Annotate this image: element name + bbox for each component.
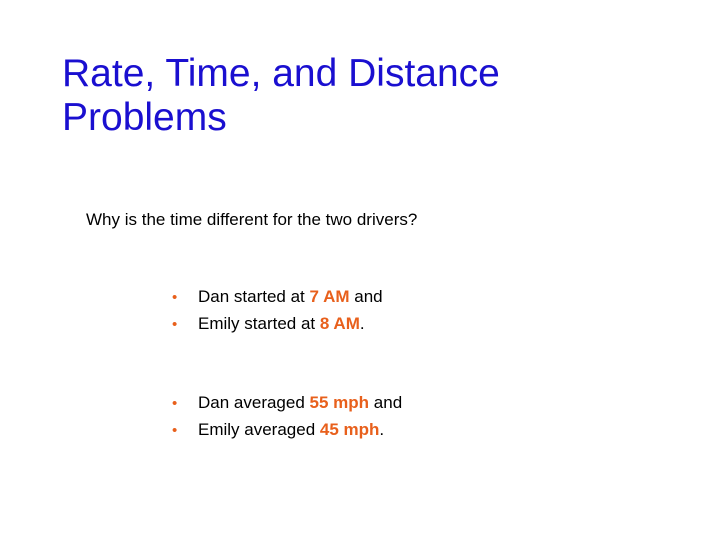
list-item-emily-start — [172, 311, 383, 338]
bullet-icon: • — [172, 289, 178, 306]
list-item-dan-start — [172, 284, 383, 311]
highlight-value: 8 AM — [319, 314, 360, 333]
item-text: Emily averaged — [198, 420, 320, 439]
question-text: Why is the time different for the two drivers? — [86, 210, 418, 229]
list-item-emily-speed — [172, 417, 402, 444]
average-speed-list — [172, 390, 402, 444]
item-text-end: . — [359, 314, 365, 333]
highlight-value: 7 AM — [309, 287, 350, 306]
item-text: Emily started at — [198, 314, 320, 333]
start-time-list — [172, 284, 383, 338]
item-text-end: and — [369, 393, 403, 412]
slide-title-line-2: Problems — [62, 96, 227, 139]
bullet-icon: • — [172, 422, 178, 439]
bullet-icon: • — [172, 316, 178, 333]
slide-title — [62, 52, 662, 140]
item-text-end: and — [349, 287, 383, 306]
item-text: Dan averaged — [198, 393, 310, 412]
list-item-dan-speed — [172, 390, 402, 417]
slide-title-line-1: Rate, Time, and Distance — [62, 52, 500, 95]
item-text-end: . — [379, 420, 385, 439]
item-text: Dan started at — [198, 287, 310, 306]
bullet-icon: • — [172, 395, 178, 412]
highlight-value: 45 mph — [319, 420, 380, 439]
highlight-value: 55 mph — [309, 393, 370, 412]
